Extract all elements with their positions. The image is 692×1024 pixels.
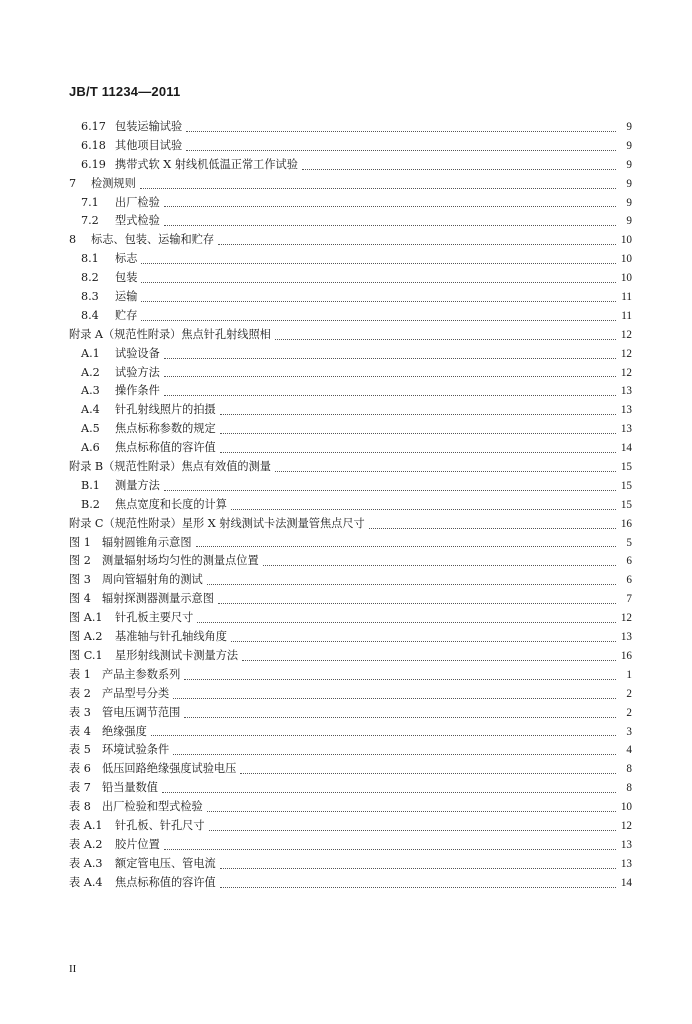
toc-dot-leader xyxy=(164,375,616,377)
toc-entry-title: 型式检验 xyxy=(115,214,160,228)
toc-entry[interactable] xyxy=(69,420,632,439)
toc-entry-title: 出厂检验和型式检验 xyxy=(102,800,203,814)
toc-dot-leader xyxy=(220,451,616,453)
toc-entry-page: 14 xyxy=(620,876,632,889)
toc-entry-title: 测量方法 xyxy=(115,478,160,492)
toc-entry[interactable] xyxy=(69,345,632,364)
toc-entry-page: 9 xyxy=(626,139,632,152)
toc-entry-number: A.5 xyxy=(81,422,100,436)
toc-dot-leader xyxy=(141,281,616,283)
toc-entry[interactable] xyxy=(69,817,632,836)
toc-entry-number: 8.1 xyxy=(81,252,99,266)
toc-entry[interactable] xyxy=(69,307,632,326)
toc-dot-leader xyxy=(141,300,616,302)
toc-entry-page: 12 xyxy=(620,819,632,832)
toc-entry-title: 基准轴与针孔轴线角度 xyxy=(115,630,227,644)
toc-entry-number: 表 A.4 xyxy=(69,875,103,889)
toc-entry-number: 附录 B xyxy=(69,460,104,474)
toc-entry-number: A.3 xyxy=(81,384,100,398)
toc-entry[interactable] xyxy=(69,798,632,817)
toc-entry[interactable] xyxy=(69,628,632,647)
toc-dot-leader xyxy=(186,149,616,151)
toc-dot-leader xyxy=(220,867,616,869)
toc-entry[interactable] xyxy=(69,741,632,760)
toc-entry-number: 图 2 xyxy=(69,554,91,568)
toc-entry-title: 铅当量数值 xyxy=(102,781,158,795)
toc-dot-leader xyxy=(140,187,616,189)
toc-entry-number: A.6 xyxy=(81,441,100,455)
toc-entry[interactable] xyxy=(69,194,632,213)
toc-entry-title: （规范性附录）焦点针孔射线照相 xyxy=(103,327,271,341)
table-of-contents xyxy=(69,118,632,893)
toc-dot-leader xyxy=(220,413,616,415)
toc-dot-leader xyxy=(218,602,616,604)
toc-dot-leader xyxy=(151,734,616,736)
toc-entry-number: 8.4 xyxy=(81,308,99,322)
document-id-header: JB/T 11234—2011 xyxy=(69,84,181,99)
toc-entry-number: 7 xyxy=(69,176,77,190)
toc-entry-page: 7 xyxy=(626,593,632,606)
toc-entry-page: 14 xyxy=(620,442,632,455)
toc-entry[interactable] xyxy=(69,175,632,194)
toc-entry-number: 表 2 xyxy=(69,686,91,700)
toc-entry[interactable] xyxy=(69,137,632,156)
toc-entry-page: 13 xyxy=(620,423,632,436)
toc-entry-page: 6 xyxy=(626,555,632,568)
toc-entry[interactable] xyxy=(69,231,632,250)
toc-entry-title: 星形射线测试卡测量方法 xyxy=(115,648,239,662)
toc-entry[interactable] xyxy=(69,364,632,383)
toc-entry-title: 贮存 xyxy=(115,308,138,322)
toc-entry[interactable] xyxy=(69,552,632,571)
toc-entry-number: 7.2 xyxy=(81,214,99,228)
toc-entry-number: 图 3 xyxy=(69,573,91,587)
toc-entry-number: 表 A.1 xyxy=(69,818,103,832)
toc-entry[interactable] xyxy=(69,401,632,420)
toc-entry-number: 8.3 xyxy=(81,290,99,304)
toc-entry-number: A.2 xyxy=(81,365,100,379)
toc-entry-page: 5 xyxy=(626,536,632,549)
toc-dot-leader xyxy=(369,527,616,529)
toc-entry-page: 10 xyxy=(620,234,632,247)
toc-entry-title: 产品型号分类 xyxy=(102,686,170,700)
toc-entry-number: 表 4 xyxy=(69,724,91,738)
toc-entry-number: 表 1 xyxy=(69,667,91,681)
toc-entry-page: 16 xyxy=(620,649,632,662)
toc-entry-title: （规范性附录）星形 X 射线测试卡法测量管焦点尺寸 xyxy=(103,516,365,530)
toc-entry-page: 13 xyxy=(620,404,632,417)
toc-entry-title: 产品主参数系列 xyxy=(102,667,181,681)
toc-dot-leader xyxy=(164,394,616,396)
toc-entry[interactable] xyxy=(69,779,632,798)
toc-entry-number: 6.19 xyxy=(81,157,106,171)
toc-entry[interactable] xyxy=(69,534,632,553)
toc-entry-page: 12 xyxy=(620,347,632,360)
toc-entry-number: A.1 xyxy=(81,346,100,360)
toc-dot-leader xyxy=(220,886,616,888)
toc-dot-leader xyxy=(164,357,616,359)
toc-dot-leader xyxy=(141,319,616,321)
toc-entry-title: 出厂检验 xyxy=(115,195,160,209)
toc-entry-page: 4 xyxy=(626,744,632,757)
toc-entry-title: 针孔板、针孔尺寸 xyxy=(115,818,205,832)
toc-dot-leader xyxy=(186,130,616,132)
toc-entry-page: 9 xyxy=(626,121,632,133)
toc-entry-title: 包装 xyxy=(115,271,138,285)
toc-entry-number: 表 6 xyxy=(69,762,91,776)
toc-entry[interactable] xyxy=(69,590,632,609)
toc-entry-number: 表 7 xyxy=(69,781,91,795)
toc-entry-page: 13 xyxy=(620,838,632,851)
page-number: II xyxy=(69,963,77,975)
toc-entry-page: 11 xyxy=(621,291,632,304)
toc-entry[interactable] xyxy=(69,496,632,515)
toc-entry-number: 6.17 xyxy=(81,120,106,133)
toc-entry-number: 6.18 xyxy=(81,138,106,152)
toc-entry-page: 12 xyxy=(620,366,632,379)
toc-dot-leader xyxy=(275,470,616,472)
toc-entry-page: 11 xyxy=(621,309,632,322)
toc-entry-number: 附录 A xyxy=(69,327,104,341)
toc-entry-title: 绝缘强度 xyxy=(102,724,147,738)
toc-entry-title: 管电压调节范围 xyxy=(102,705,181,719)
toc-dot-leader xyxy=(164,489,616,491)
toc-entry-page: 9 xyxy=(626,196,632,209)
toc-entry-page: 6 xyxy=(626,574,632,587)
toc-entry[interactable] xyxy=(69,458,632,477)
toc-entry-number: B.1 xyxy=(81,478,100,492)
toc-entry-page: 2 xyxy=(626,706,632,719)
toc-entry-page: 13 xyxy=(620,385,632,398)
toc-dot-leader xyxy=(231,640,616,642)
toc-entry-page: 9 xyxy=(626,215,632,228)
toc-entry[interactable] xyxy=(69,156,632,175)
toc-entry-number: 图 4 xyxy=(69,592,91,606)
toc-entry-page: 8 xyxy=(626,763,632,776)
toc-entry-title: 包装运输试验 xyxy=(115,120,183,133)
toc-entry-number: 8 xyxy=(69,233,77,247)
toc-entry-title: 焦点标称参数的规定 xyxy=(115,422,216,436)
toc-entry-number: 表 A.3 xyxy=(69,856,103,870)
toc-entry[interactable] xyxy=(69,685,632,704)
toc-entry-title: 检测规则 xyxy=(91,176,136,190)
toc-entry[interactable] xyxy=(69,288,632,307)
toc-entry[interactable] xyxy=(69,382,632,401)
toc-entry[interactable] xyxy=(69,609,632,628)
toc-entry[interactable] xyxy=(69,874,632,893)
toc-entry[interactable] xyxy=(69,723,632,742)
toc-entry-page: 1 xyxy=(626,668,632,681)
toc-entry[interactable] xyxy=(69,326,632,345)
toc-entry-page: 15 xyxy=(620,461,632,474)
toc-dot-leader xyxy=(275,338,616,340)
toc-entry[interactable] xyxy=(69,760,632,779)
toc-entry[interactable] xyxy=(69,515,632,534)
toc-dot-leader xyxy=(220,432,616,434)
toc-entry-title: 低压回路绝缘强度试验电压 xyxy=(102,762,237,776)
toc-entry-number: 图 A.1 xyxy=(69,611,103,625)
toc-entry-page: 12 xyxy=(620,612,632,625)
toc-dot-leader xyxy=(231,508,616,510)
toc-entry[interactable] xyxy=(69,647,632,666)
toc-entry[interactable] xyxy=(69,269,632,288)
toc-entry-page: 16 xyxy=(620,517,632,530)
toc-entry-title: 焦点宽度和长度的计算 xyxy=(115,497,227,511)
toc-dot-leader xyxy=(162,791,616,793)
toc-entry-page: 10 xyxy=(620,272,632,285)
toc-entry-title: 胶片位置 xyxy=(115,837,160,851)
toc-entry-title: 环境试验条件 xyxy=(102,743,170,757)
toc-entry-title: 试验设备 xyxy=(115,346,160,360)
toc-entry[interactable] xyxy=(69,836,632,855)
toc-entry-title: 操作条件 xyxy=(115,384,160,398)
toc-entry-page: 15 xyxy=(620,479,632,492)
toc-entry-number: 表 3 xyxy=(69,705,91,719)
toc-entry-number: 图 1 xyxy=(69,535,91,549)
toc-entry-page: 15 xyxy=(620,498,632,511)
toc-entry-title: 针孔板主要尺寸 xyxy=(115,611,194,625)
toc-entry-title: 辐射圆锥角示意图 xyxy=(102,535,192,549)
toc-entry[interactable] xyxy=(69,666,632,685)
toc-entry[interactable] xyxy=(69,704,632,723)
toc-dot-leader xyxy=(302,168,616,170)
toc-entry-title: 携带式软 X 射线机低温正常工作试验 xyxy=(115,157,298,171)
toc-entry-number: 附录 C xyxy=(69,516,104,530)
toc-entry[interactable] xyxy=(69,439,632,458)
toc-entry-page: 9 xyxy=(626,158,632,171)
toc-entry-page: 12 xyxy=(620,328,632,341)
toc-dot-leader xyxy=(196,545,616,547)
toc-dot-leader xyxy=(173,753,616,755)
toc-entry-title: 焦点标称值的容许值 xyxy=(115,875,216,889)
toc-entry-title: 辐射探测器测量示意图 xyxy=(102,592,214,606)
toc-dot-leader xyxy=(207,810,616,812)
toc-dot-leader xyxy=(184,716,616,718)
toc-dot-leader xyxy=(207,583,616,585)
toc-dot-leader xyxy=(242,659,616,661)
toc-entry-title: 焦点标称值的容许值 xyxy=(115,441,216,455)
toc-entry-page: 13 xyxy=(620,857,632,870)
toc-dot-leader xyxy=(240,772,616,774)
toc-entry-number: 图 C.1 xyxy=(69,648,103,662)
toc-entry-page: 8 xyxy=(626,782,632,795)
toc-entry-page: 10 xyxy=(620,801,632,814)
toc-entry-number: 表 8 xyxy=(69,800,91,814)
toc-entry-title: 标志、包装、运输和贮存 xyxy=(91,233,215,247)
toc-entry-title: 测量辐射场均匀性的测量点位置 xyxy=(102,554,259,568)
toc-entry-title: 额定管电压、管电流 xyxy=(115,856,216,870)
toc-dot-leader xyxy=(197,621,616,623)
toc-entry-number: 表 5 xyxy=(69,743,91,757)
toc-entry[interactable] xyxy=(69,118,632,137)
toc-entry[interactable] xyxy=(69,250,632,269)
toc-entry-title: 其他项目试验 xyxy=(115,138,183,152)
toc-entry-title: （规范性附录）焦点有效值的测量 xyxy=(103,460,271,474)
toc-entry-number: 7.1 xyxy=(81,195,99,209)
toc-entry[interactable] xyxy=(69,571,632,590)
toc-dot-leader xyxy=(141,262,616,264)
toc-entry-number: B.2 xyxy=(81,497,100,511)
toc-entry[interactable] xyxy=(69,212,632,231)
toc-entry-page: 2 xyxy=(626,687,632,700)
toc-dot-leader xyxy=(164,205,616,207)
toc-dot-leader xyxy=(263,564,616,566)
toc-entry-title: 标志 xyxy=(115,252,138,266)
toc-entry-number: 8.2 xyxy=(81,271,99,285)
toc-entry-page: 13 xyxy=(620,631,632,644)
toc-entry-title: 试验方法 xyxy=(115,365,160,379)
toc-dot-leader xyxy=(218,243,616,245)
toc-entry-number: A.4 xyxy=(81,403,100,417)
toc-entry-title: 针孔射线照片的拍摄 xyxy=(115,403,216,417)
toc-entry-number: 图 A.2 xyxy=(69,630,103,644)
toc-dot-leader xyxy=(184,678,616,680)
toc-dot-leader xyxy=(164,848,616,850)
toc-entry-title: 运输 xyxy=(115,290,138,304)
toc-entry-page: 10 xyxy=(620,253,632,266)
toc-entry[interactable] xyxy=(69,855,632,874)
toc-dot-leader xyxy=(209,829,616,831)
toc-entry-page: 3 xyxy=(626,725,632,738)
toc-dot-leader xyxy=(164,224,616,226)
toc-entry-page: 9 xyxy=(626,177,632,190)
toc-entry-number: 表 A.2 xyxy=(69,837,103,851)
toc-entry[interactable] xyxy=(69,477,632,496)
toc-entry-title: 周向管辐射角的测试 xyxy=(102,573,203,587)
toc-dot-leader xyxy=(173,697,616,699)
